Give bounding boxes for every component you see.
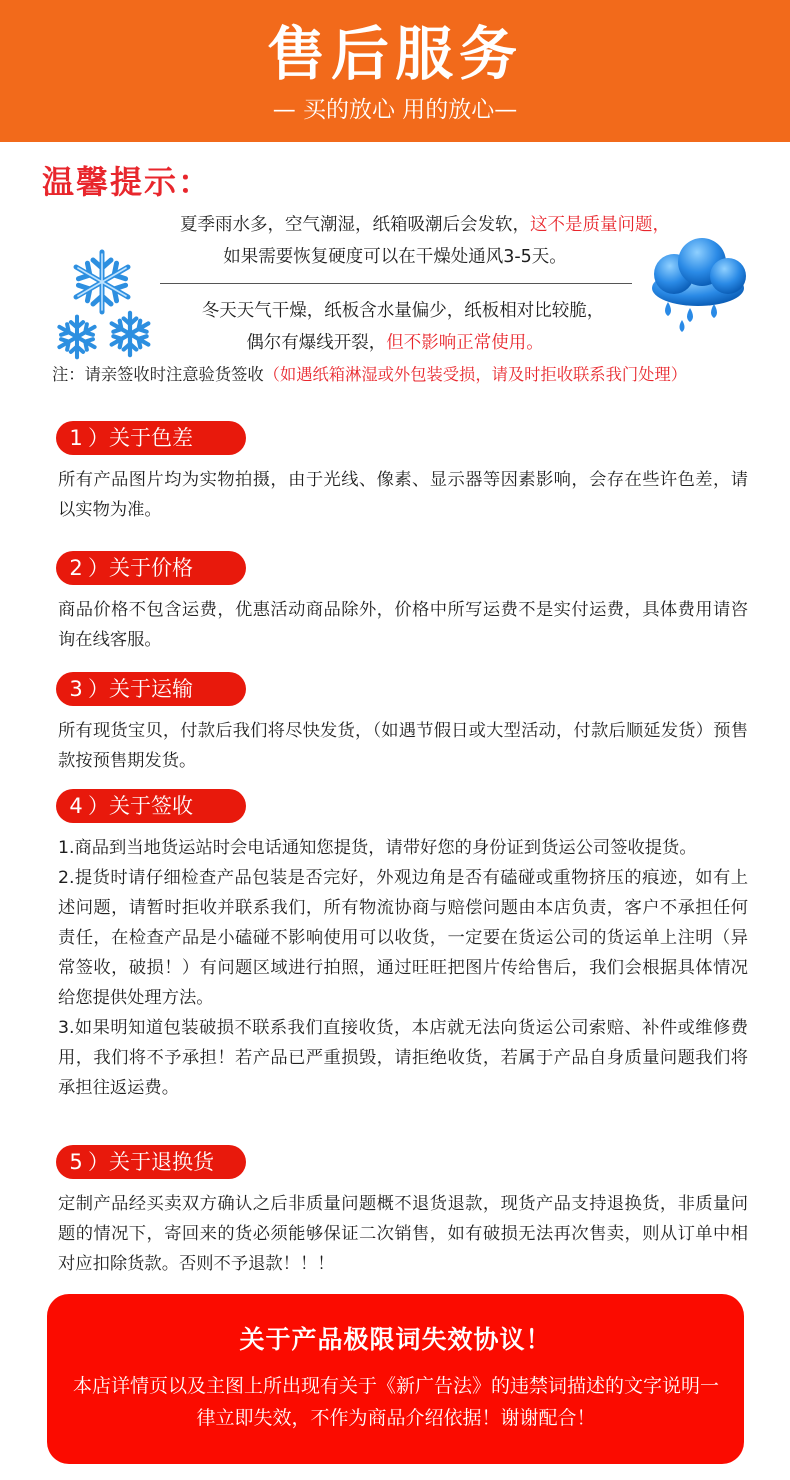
disclaimer-text: 本店详情页以及主图上所出现有关于《新广告法》的违禁词描述的文字说明一律立即失效，不作为商品介绍依据！谢谢配合！ <box>72 1375 719 1429</box>
section-number: 2 <box>69 556 83 580</box>
disclaimer-box <box>47 1294 744 1464</box>
tips-title: 温馨提示： <box>42 163 213 201</box>
disclaimer-title: 关于产品极限词失效协议！ <box>239 1325 552 1354</box>
page-subtitle: — 买的放心 用的放心— <box>272 97 518 123</box>
section-body-returns <box>58 1189 748 1279</box>
paragraph: 定制产品经买卖双方确认之后非质量问题概不退货退款，现货产品支持退换货，非质量问题的情况下，寄回来的货必须能够保证二次销售，如有破损无法再次售卖，则从订单中相对应扣除货款。否则不予退款！！！ <box>58 1194 748 1274</box>
paragraph: 1.商品到当地货运站时会电话通知您提货，请带好您的身份证到货运公司签收提货。 <box>58 838 697 858</box>
section-title: ）关于色差 <box>88 426 193 450</box>
tips-line-3: 冬天天气干燥，纸板含水量偏少，纸板相对比较脆， <box>201 301 605 321</box>
paragraph: 商品价格不包含运费，优惠活动商品除外，价格中所写运费不是实付运费，具体费用请咨询在线客服。 <box>58 600 748 650</box>
paragraph: 所有产品图片均为实物拍摄，由于光线、像素、显示器等因素影响，会存在些许色差，请以实物为准。 <box>58 470 748 520</box>
section-body-price <box>58 595 748 655</box>
page-title: 售后服务 <box>266 20 523 88</box>
section-number: 3 <box>69 677 83 701</box>
section-body-shipping <box>58 716 748 776</box>
rain-cloud-icon <box>644 236 752 336</box>
section-number: 1 <box>69 426 83 450</box>
paragraph: 3.如果明知道包装破损不联系我们直接收货，本店就无法向货运公司索赔、补件或维修费用，我们将不予承担！若产品已严重损毁，请拒绝收货，若属于产品自身质量问题我们将承担往返运费。 <box>58 1018 748 1098</box>
section-header-color-difference <box>56 421 246 455</box>
section-header-receipt <box>56 789 246 823</box>
section-header-shipping <box>56 672 246 706</box>
tips-line-1: 夏季雨水多，空气潮湿，纸箱吸潮后会发软，这不是质量问题， <box>180 215 670 235</box>
section-header-price <box>56 551 246 585</box>
section-title: ）关于运输 <box>88 677 193 701</box>
tips-note: 注：请亲签收时注意验货签收（如遇纸箱淋湿或外包装受损，请及时拒收联系我门处理） <box>52 365 687 384</box>
tips-divider <box>160 283 632 284</box>
paragraph: 所有现货宝贝，付款后我们将尽快发货，（如遇节假日或大型活动，付款后顺延发货）预售款按预售期发货。 <box>58 721 748 771</box>
section-title: ）关于退换货 <box>88 1150 214 1174</box>
tips-line-4: 偶尔有爆线开裂，但不影响正常使用。 <box>246 333 544 353</box>
section-body-receipt <box>58 833 748 1103</box>
section-header-returns <box>56 1145 246 1179</box>
section-title: ）关于签收 <box>88 794 193 818</box>
snowflake-icon <box>68 248 136 316</box>
section-number: 4 <box>69 794 83 818</box>
header-banner <box>0 0 790 142</box>
tips-line-2: 如果需要恢复硬度可以在干燥处通风3-5天。 <box>223 247 567 267</box>
section-body-color-difference <box>58 465 748 525</box>
snowflake-icon <box>106 310 154 358</box>
section-title: ）关于价格 <box>88 556 193 580</box>
snowflake-icon <box>54 314 100 360</box>
section-number: 5 <box>69 1150 83 1174</box>
paragraph: 2.提货时请仔细检查产品包装是否完好，外观边角是否有磕碰或重物挤压的痕迹，如有上述问题，请暂时拒收并联系我们，所有物流协商与赔偿问题由本店负责，客户不承担任何责任，在检查产品是小磕碰不影响使用可以收货，一定要在货运公司的货运单上注明（异常签收，破损！）有问题区域进行拍照，通过旺旺把图片传给售后，我们会根据具体情况给您提供处理方法。 <box>58 868 748 1008</box>
